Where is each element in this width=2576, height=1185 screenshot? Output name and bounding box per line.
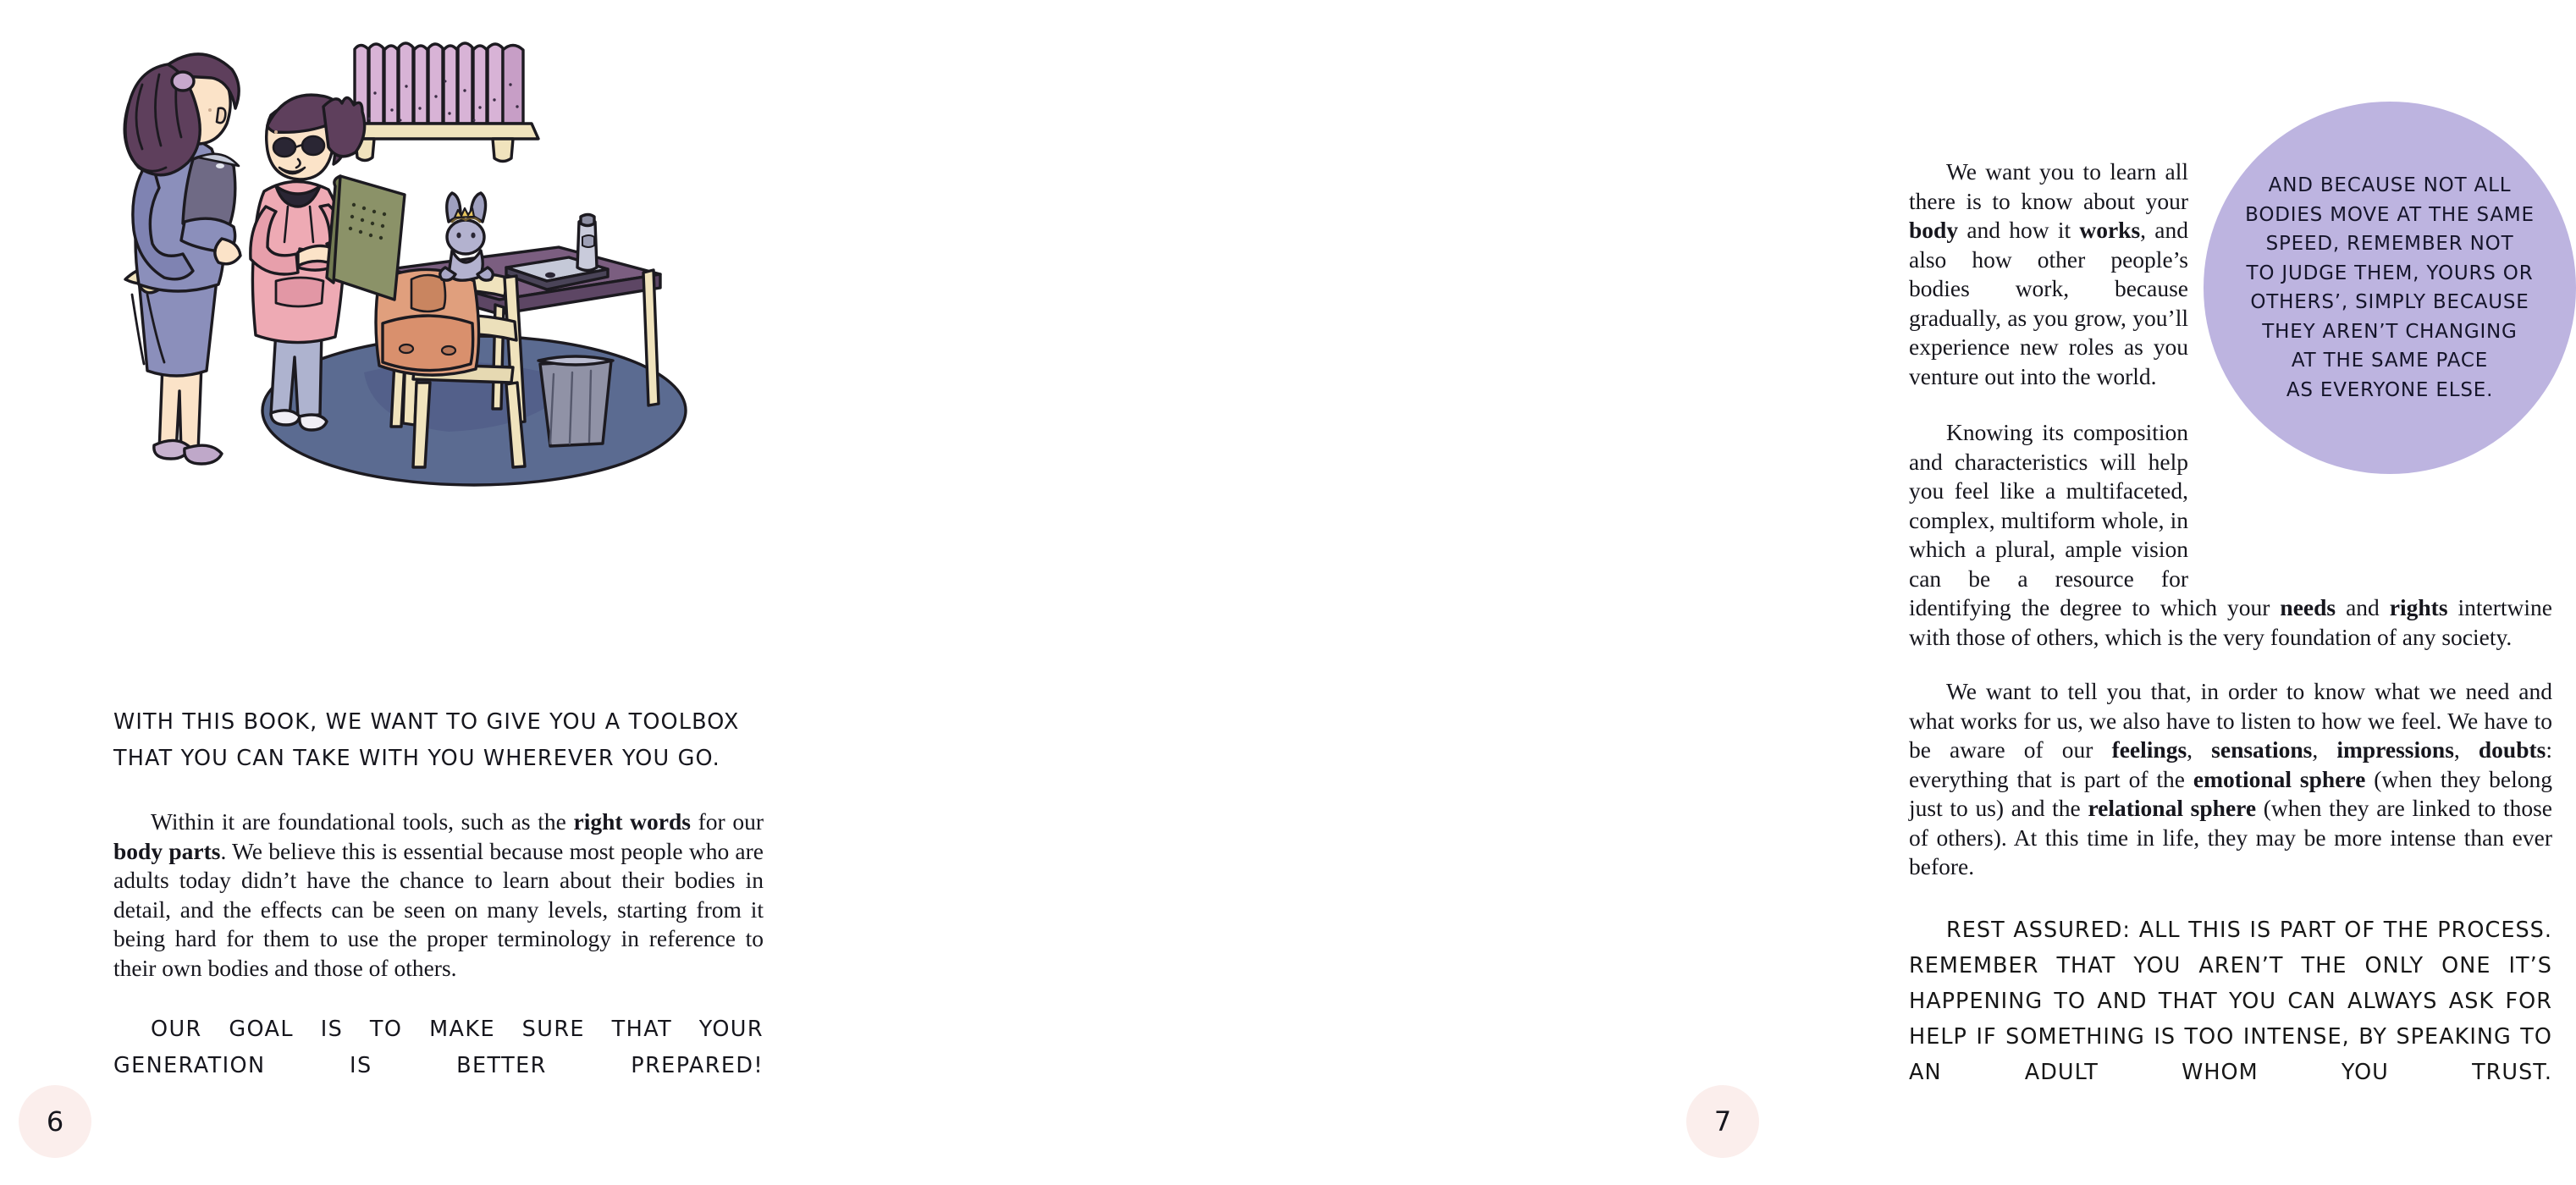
classroom-illustration <box>110 25 762 499</box>
right-paragraph-3: We want to tell you that, in order to know what we need and what works for us, we also have to listen to how we feel. We have to be aware of our feelings, sensations, impressions, doubts: everything that is part of the emotional sphere (when they belong just to us) and the relational sphere (when they are linked to those of others). At this time in life, they may be more intense than ever before. <box>1909 678 2553 879</box>
right-page <box>889 0 2553 1185</box>
callout-text: AND BECAUSE NOT ALL BODIES MOVE AT THE SAME SPEED, REMEMBER NOT TO JUDGE THEM, YOURS OR OTHERS’, SIMPLY BECAUSE THEY AREN’T CHANGING AT THE SAME PACE AS EVERYONE ELSE. <box>2245 174 2535 401</box>
right-caps-tail: REST ASSURED: ALL THIS IS PART OF THE PROCESS. REMEMBER THAT YOU AREN’T THE ONLY ONE IT’S HAPPENING TO AND THAT YOU CAN ALWAYS ASK FOR HELP IF SOMETHING IS TOO INTENSE, BY SPEAKING TO AN ADULT WHOM YOU TRUST. <box>1909 917 2552 1085</box>
wall-shelf <box>334 43 538 162</box>
page-number-right <box>1686 1085 1759 1158</box>
left-page-text <box>113 704 764 1121</box>
wastebasket <box>538 356 613 446</box>
adult-figure <box>124 54 240 464</box>
right-paragraph-1: We want you to learn all there is to know about your body and how it works, and also how other people’s bodies work, because gradually, as you grow, you’ll experience new roles as you venture out into the world. <box>1909 158 2188 389</box>
right-paragraph-2: Knowing its composition and characteristics will help you feel like a multifaceted, complex, multiform whole, in which a plural, ample vision can be a resource for identifying the degree to which your needs and rights intertwine with those of others, which is the very foundation of any society. <box>1909 419 2552 650</box>
page-number-right-value: 7 <box>1713 1105 1732 1138</box>
green-book <box>327 176 405 300</box>
left-caps-tail: OUR GOAL IS TO MAKE SURE THAT YOUR GENERATION IS BETTER PREPARED! <box>113 1017 764 1078</box>
water-bottle <box>577 215 597 271</box>
callout-wrap-spacer <box>2188 418 2552 567</box>
left-paragraph-1: Within it are foundational tools, such as the right words for our body parts. We believe this is essential because most people who are adults today didn’t have the chance to learn about their bodies in detail, and the effects can be seen on many levels, starting from it being hard for them to use the proper terminology in reference to their own bodies and those of others. <box>113 808 764 981</box>
page-number-left <box>19 1085 91 1158</box>
right-wide-column <box>1909 677 2552 1126</box>
left-page <box>0 0 889 1185</box>
left-caps-lead: WITH THIS BOOK, WE WANT TO GIVE YOU A TOOLBOX THAT YOU CAN TAKE WITH YOU WHEREVER YOU GO. <box>113 709 740 771</box>
page-number-left-value: 6 <box>46 1105 64 1138</box>
